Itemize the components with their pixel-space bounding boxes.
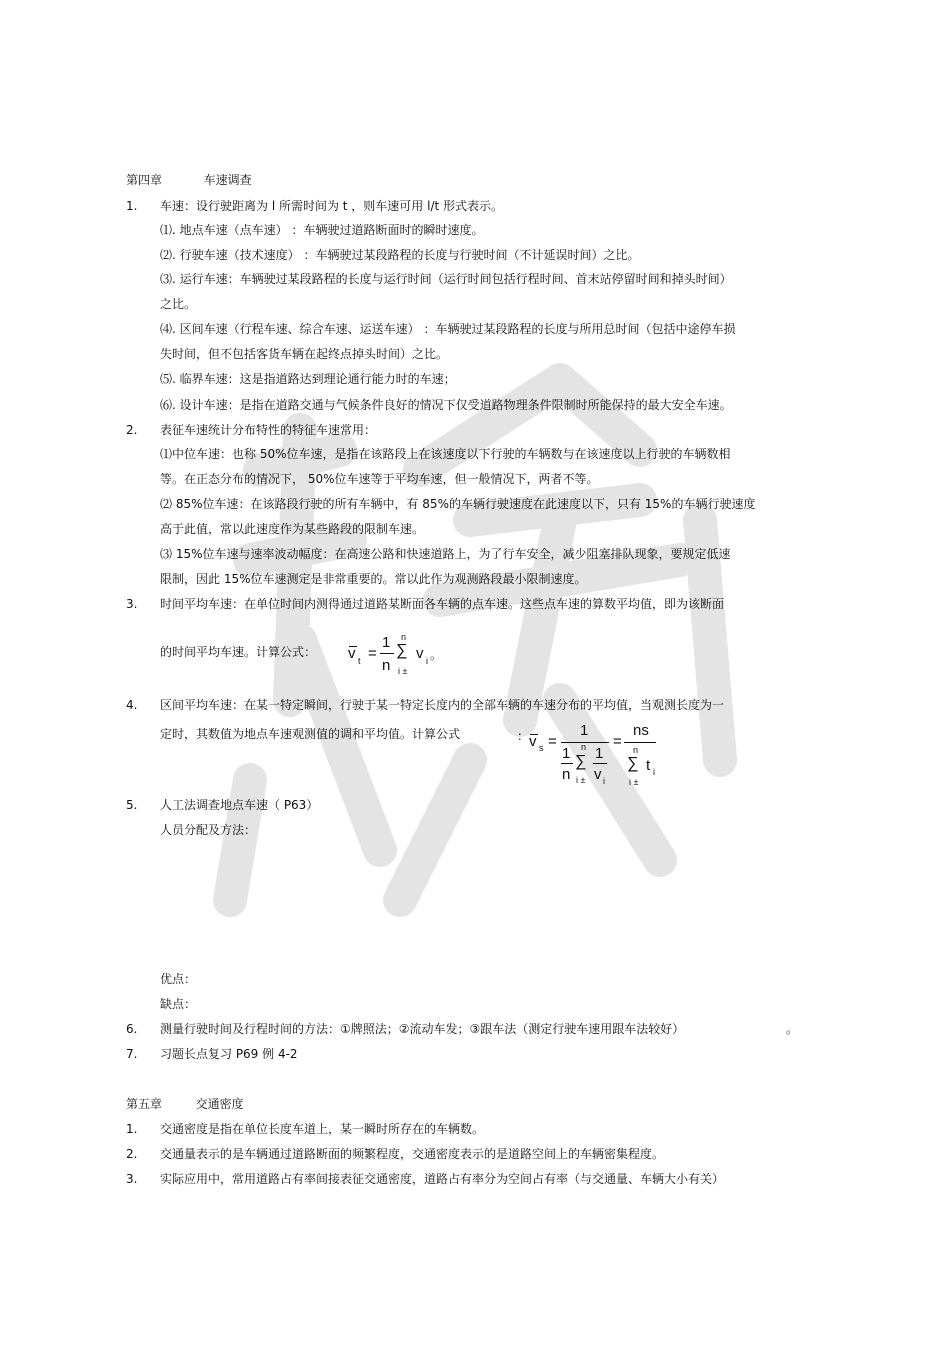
paragraph-line: 的时间平均车速。计算公式： [160,645,317,659]
sum-symbol: ∑ [627,755,639,772]
paragraph-line: 交通密度是指在单位长度车道上，某一瞬时所存在的车辆数。 [160,1122,485,1136]
paragraph-line: 实际应用中，常用道路占有率间接表征交通密度，道路占有率分为空间占有率（与交通量、车辆大小有关） [160,1172,725,1186]
formula-superscript: n [401,632,407,642]
sum-symbol: ∑ [396,642,408,659]
item-number: 1. [126,199,138,213]
chapter5-title [126,1096,244,1112]
paragraph-line: 交通量表示的是车辆通过道路断面的频繁程度，交通密度表示的是道路空间上的车辆密集程度。 [160,1147,665,1161]
overline [530,734,538,735]
formula-var: t [646,757,651,774]
formula-numerator: 1 [562,745,571,762]
paragraph-line: 失时间，但不包括客货车辆在起终点掉头时间）之比。 [160,347,449,361]
formula-subscript: i [426,656,428,666]
paragraph-line: ⑵. 行驶车速（技术速度） ：车辆驶过某段路程的长度与行驶时间（不计延误时间）之比。 [160,248,640,262]
chapter4-title [126,172,252,188]
paragraph-line: 缺点： [160,997,197,1011]
paragraph-line: 区间平均车速：在某一特定瞬间，行驶于某一特定长度内的全部车辆的车速分布的平均值，当观测长度为一 [160,698,725,712]
chapter4-name: 车速调查 [203,173,252,187]
chapter5-name: 交通密度 [195,1097,244,1111]
paragraph-line: 定时，其数值为地点车速观测值的调和平均值。计算公式 [160,727,461,741]
formula-equals: = [548,733,557,750]
paragraph-line: 测量行驶时间及行程时间的方法：①牌照法；②流动车发；③跟车法（测定行驶车速用跟车法较好） [160,1022,685,1036]
item-number: 6. [126,1022,138,1036]
sum-symbol: ∑ [575,753,587,770]
paragraph-line: 限制，因此 15%位车速测定是非常重要的。常以此作为观测路段最小限制速度。 [160,572,587,586]
formula-subscript: i ± [398,666,408,676]
formula-var: v [529,733,537,750]
item-number: 3. [126,597,138,611]
item-number: 7. [126,1047,138,1061]
paragraph-line: ⑴. 地点车速（点车速） ：车辆驶过道路断面时的瞬时速度。 [160,223,484,237]
formula-denominator: n [382,657,391,674]
paragraph-line: ⑸. 临界车速：这是指道路达到理论通行能力时的车速； [160,372,456,386]
item-number: 1. [126,1122,138,1136]
item-number: 3. [126,1172,138,1186]
formula-numerator: ns [633,722,649,739]
formula-superscript: n [581,742,587,752]
paragraph-line: ⑵ 85%位车速：在该路段行驶的所有车辆中，有 85%的车辆行驶速度在此速度以下，只有 15%的车辆行驶速度 [160,497,756,511]
paragraph-line: 时间平均车速：在单位时间内测得通过道路某断面各车辆的点车速。这些点车速的算数平均值，即为该断面 [160,597,725,611]
paragraph-line: 习题长点复习 P69 例 4-2 [160,1047,298,1061]
paragraph-line: 人工法调查地点车速（ P63） [160,798,319,812]
formula-var: v [594,766,602,783]
paragraph-line: 优点： [160,972,197,986]
item-number: 2. [126,1147,138,1161]
formula-subscript: i ± [629,777,639,787]
fraction-bar [380,653,394,654]
chapter5-number: 第五章 [126,1097,163,1111]
fraction-bar [624,742,656,743]
item-number: 2. [126,423,138,437]
formula-numerator: 1 [382,634,391,651]
chapter4-number: 第四章 [126,173,163,187]
paragraph-line: ⑴中位车速：也称 50%位车速，是指在该路段上在该速度以下行驶的车辆数与在该速度以上行驶的车辆数相 [160,447,731,461]
formula-superscript: n [633,745,639,755]
paragraph-line: ⑶ 15%位车速与速率波动幅度：在高速公路和快速道路上，为了行车安全，减少阻塞排队现象，要规定低速 [160,547,731,561]
item-number: 4. [126,698,138,712]
paragraph-line: ⑷. 区间车速（行程车速、综合车速、运送车速） ：车辆驶过某段路程的长度与所用总时间（包括中途停车损 [160,322,736,336]
formula-equals: = [368,645,377,662]
paragraph-line: 表征车速统计分布特性的特征车速常用： [160,423,377,437]
formula-var: v [416,645,424,662]
formula-denominator: n [562,766,571,783]
formula-subscript: t [358,656,361,666]
paragraph-line: ⑶. 运行车速：车辆驶过某段路程的长度与运行时间（运行时间包括行程时间、首末站停留时间和掉头时间） [160,272,732,286]
formula-subscript: i [603,776,605,786]
formula-subscript: i [653,767,655,777]
paragraph-line: 等。在正态分布的情况下， 50%位车速等于平均车速，但一般情况下，两者不等。 [160,472,599,486]
overline [349,646,357,647]
paragraph-line-tail: 。 [786,1022,799,1036]
formula-subscript: i ± [576,775,586,785]
formula-colon: ： [517,729,530,743]
paragraph-line: 高于此值，常以此速度作为某些路段的限制车速。 [160,522,425,536]
fraction-bar [593,763,607,764]
formula-numerator: 1 [580,722,589,739]
formula-numerator: 1 [595,745,604,762]
paragraph-line: 之比。 [160,297,197,311]
formula-var: v [348,645,356,662]
fraction-bar [561,763,573,764]
paragraph-line: 车速：设行驶距离为 l 所需时间为 t ，则车速可用 l/t 形式表示。 [160,199,504,213]
item-number: 5. [126,798,138,812]
formula-subscript: s [539,743,544,753]
formula-period: 。 [430,648,443,662]
paragraph-line: 人员分配及方法： [160,823,257,837]
formula-equals: = [613,733,622,750]
paragraph-line: ⑹. 设计车速：是指在道路交通与气候条件良好的情况下仅受道路物理条件限制时所能保持的最大安全车速。 [160,398,732,412]
